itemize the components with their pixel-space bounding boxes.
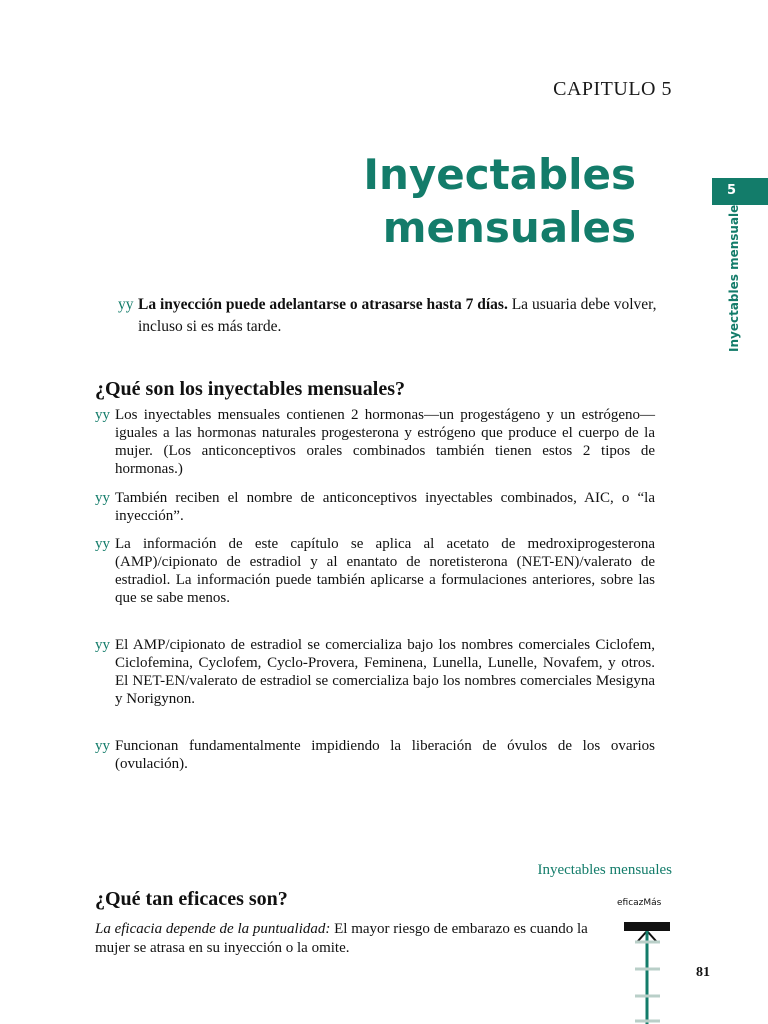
bullet-marker: yy <box>95 536 110 552</box>
list-item <box>95 489 655 525</box>
bullet-marker: yy <box>118 296 134 313</box>
list-item-text: Funcionan fundamentalmente impidiendo la liberación de óvulos de los ovarios (ovulación). <box>115 738 655 772</box>
chapter-label: CAPITULO 5 <box>553 78 672 100</box>
list-item-text: Los inyectables mensuales contienen 2 hormonas—un progestágeno y un estrógeno— iguales a las hormonas naturales progesterona y estrógeno que produce el cuerpo de la mujer. (Los anticonceptivos orales combinados también tienen estos 2 tipos de hormonas.) <box>115 407 655 477</box>
effectiveness-rest: El mayor riesgo de embarazo es cuando la mujer se atrasa en su inyección o la omite. <box>95 921 588 956</box>
list-item <box>95 406 655 478</box>
bullet-marker: yy <box>95 738 110 754</box>
list-item <box>95 535 655 607</box>
bullet-marker: yy <box>95 407 110 423</box>
effectiveness-text <box>95 920 595 958</box>
effectiveness-italic: La eficacia depende de la puntualidad: <box>95 921 331 937</box>
bullet-marker: yy <box>95 637 110 653</box>
chapter-title-line-1: Inyectables <box>363 150 636 199</box>
list-item <box>95 737 655 773</box>
intro-text: La usuaria debe volver, incluso si es más tarde. <box>138 296 657 335</box>
side-tab-title: Inyectables mensuales <box>727 197 741 352</box>
effectiveness-scale-label: eficazMás <box>617 898 662 908</box>
list-item-text: También reciben el nombre de anticonceptivos inyectables combinados, AIC, o “la inyección”. <box>115 490 655 524</box>
list-item-text: El AMP/cipionato de estradiol se comercializa bajo los nombres comerciales Ciclofem, Ciclofemina, Cyclofem, Cyclo-Provera, Feminena, Lunella, Lunelle, Novafem, y otros. El NET-EN/valerato de estradiol se comercializa bajo los nombres comerciales Mesigyna y Norigynon. <box>115 637 655 707</box>
chapter-title <box>306 148 636 254</box>
section-heading-what-are: ¿Qué son los inyectables mensuales? <box>95 378 406 400</box>
intro-item <box>118 294 670 338</box>
list-item-text: La información de este capítulo se aplica al acetato de medroxiprogesterona (AMP)/cipionato de estradiol y al enantato de noretisterona (NET-EN)/valerato de estradiol. La información puede también aplicarse a formulaciones anteriores, sobre las que se sabe menos. <box>115 536 655 606</box>
list-item <box>95 636 655 708</box>
section-heading-effectiveness: ¿Qué tan eficaces son? <box>95 888 288 910</box>
bullet-marker: yy <box>95 490 110 506</box>
running-head: Inyectables mensuales <box>537 862 672 878</box>
side-tab-number: 5 <box>727 183 737 198</box>
page-number: 81 <box>696 965 710 980</box>
intro-bold-text: La inyección puede adelantarse o atrasarse hasta 7 días. <box>138 296 508 313</box>
chapter-title-line-2: mensuales <box>382 203 636 252</box>
scale-top-bar <box>624 922 670 931</box>
effectiveness-scale <box>620 915 675 1024</box>
